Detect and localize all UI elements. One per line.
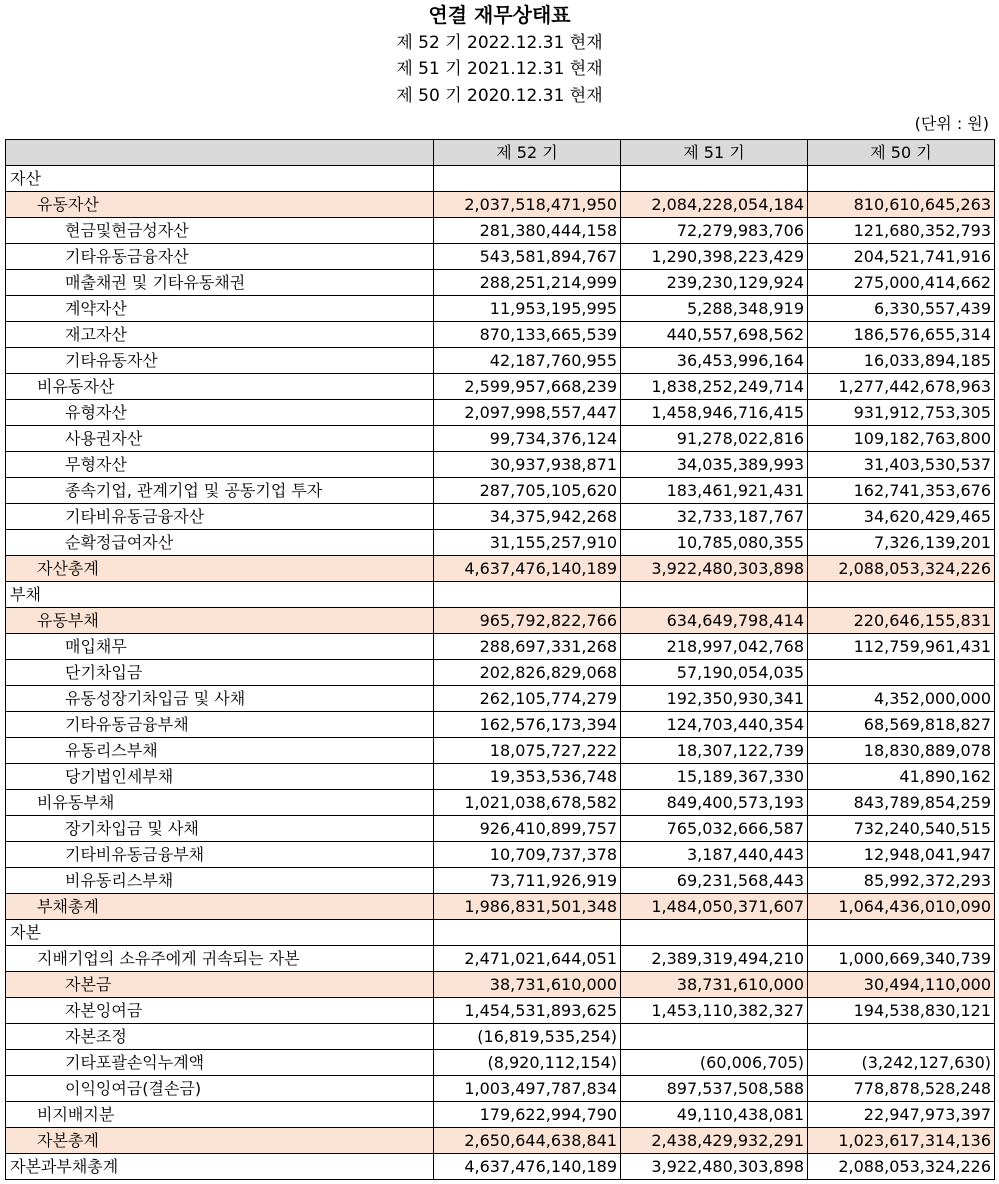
- value-period-51: 124,703,440,354: [621, 712, 808, 738]
- account-label: 자산: [6, 166, 434, 192]
- table-row: [6, 218, 995, 244]
- value-period-51: 38,731,610,000: [621, 972, 808, 998]
- value-period-52: 18,075,727,222: [434, 738, 621, 764]
- value-period-50: 194,538,830,121: [808, 998, 995, 1024]
- account-label: 부채총계: [6, 894, 434, 920]
- value-period-51: 1,838,252,249,714: [621, 374, 808, 400]
- value-period-52: 2,599,957,668,239: [434, 374, 621, 400]
- value-period-52: 31,155,257,910: [434, 530, 621, 556]
- table-row: [6, 1024, 995, 1050]
- table-row: [6, 998, 995, 1024]
- value-period-51: 10,785,080,355: [621, 530, 808, 556]
- value-period-51: [621, 582, 808, 608]
- header-period-50: 제 50 기: [808, 140, 995, 166]
- period-line-52: 제 52 기 2022.12.31 현재: [396, 33, 603, 53]
- value-period-51: 18,307,122,739: [621, 738, 808, 764]
- value-period-51: [621, 166, 808, 192]
- value-period-50: [808, 166, 995, 192]
- table-row: [6, 1076, 995, 1102]
- value-period-51: 897,537,508,588: [621, 1076, 808, 1102]
- account-label: 유동부채: [6, 608, 434, 634]
- account-label: 자본총계: [6, 1128, 434, 1154]
- value-period-51: 3,922,480,303,898: [621, 1154, 808, 1180]
- value-period-52: (16,819,535,254): [434, 1024, 621, 1050]
- value-period-50: 109,182,763,800: [808, 426, 995, 452]
- value-period-50: 30,494,110,000: [808, 972, 995, 998]
- table-row: [6, 452, 995, 478]
- value-period-51: 1,290,398,223,429: [621, 244, 808, 270]
- table-row: [6, 842, 995, 868]
- value-period-51: 3,187,440,443: [621, 842, 808, 868]
- statement-title: 연결 재무상태표: [428, 3, 571, 27]
- value-period-52: 162,576,173,394: [434, 712, 621, 738]
- value-period-52: 870,133,665,539: [434, 322, 621, 348]
- table-row: [6, 426, 995, 452]
- value-period-50: [808, 660, 995, 686]
- unit-note: (단위 : 원): [914, 114, 989, 133]
- table-row: [6, 504, 995, 530]
- value-period-50: 2,088,053,324,226: [808, 1154, 995, 1180]
- value-period-51: 218,997,042,768: [621, 634, 808, 660]
- value-period-52: 926,410,899,757: [434, 816, 621, 842]
- table-row: [6, 920, 995, 946]
- account-label: 단기차입금: [6, 660, 434, 686]
- value-period-52: 1,003,497,787,834: [434, 1076, 621, 1102]
- value-period-50: 843,789,854,259: [808, 790, 995, 816]
- value-period-50: [808, 920, 995, 946]
- account-label: 기타비유동금융자산: [6, 504, 434, 530]
- table-row: [6, 946, 995, 972]
- value-period-52: 42,187,760,955: [434, 348, 621, 374]
- value-period-52: 2,471,021,644,051: [434, 946, 621, 972]
- account-label: 종속기업, 관계기업 및 공동기업 투자: [6, 478, 434, 504]
- value-period-52: 202,826,829,068: [434, 660, 621, 686]
- value-period-51: 34,035,389,993: [621, 452, 808, 478]
- value-period-51: 5,288,348,919: [621, 296, 808, 322]
- value-period-51: 69,231,568,443: [621, 868, 808, 894]
- table-row: [6, 712, 995, 738]
- value-period-51: 2,438,429,932,291: [621, 1128, 808, 1154]
- table-row: [6, 868, 995, 894]
- table-row: [6, 764, 995, 790]
- table-row: [6, 270, 995, 296]
- value-period-51: 849,400,573,193: [621, 790, 808, 816]
- table-row: [6, 686, 995, 712]
- account-label: 비유동자산: [6, 374, 434, 400]
- value-period-51: 57,190,054,035: [621, 660, 808, 686]
- table-row: [6, 348, 995, 374]
- account-label: 장기차입금 및 사채: [6, 816, 434, 842]
- value-period-50: 1,064,436,010,090: [808, 894, 995, 920]
- value-period-51: 440,557,698,562: [621, 322, 808, 348]
- value-period-50: 121,680,352,793: [808, 218, 995, 244]
- period-line-51: 제 51 기 2021.12.31 현재: [396, 59, 603, 79]
- account-label: 비유동리스부채: [6, 868, 434, 894]
- table-row: [6, 296, 995, 322]
- value-period-52: 11,953,195,995: [434, 296, 621, 322]
- value-period-51: 91,278,022,816: [621, 426, 808, 452]
- account-label: 자본잉여금: [6, 998, 434, 1024]
- table-row: [6, 816, 995, 842]
- value-period-52: [434, 166, 621, 192]
- value-period-50: 810,610,645,263: [808, 192, 995, 218]
- account-label: 현금및현금성자산: [6, 218, 434, 244]
- table-row: [6, 634, 995, 660]
- table-row: [6, 530, 995, 556]
- account-label: 비유동부채: [6, 790, 434, 816]
- value-period-52: 2,097,998,557,447: [434, 400, 621, 426]
- value-period-50: 31,403,530,537: [808, 452, 995, 478]
- value-period-51: 49,110,438,081: [621, 1102, 808, 1128]
- account-label: 비지배지분: [6, 1102, 434, 1128]
- account-label: 기타유동자산: [6, 348, 434, 374]
- value-period-52: 2,650,644,638,841: [434, 1128, 621, 1154]
- value-period-50: 41,890,162: [808, 764, 995, 790]
- table-row: [6, 374, 995, 400]
- value-period-52: 965,792,822,766: [434, 608, 621, 634]
- account-label: 기타비유동금융부채: [6, 842, 434, 868]
- value-period-52: 1,454,531,893,625: [434, 998, 621, 1024]
- account-label: 유동자산: [6, 192, 434, 218]
- value-period-50: 12,948,041,947: [808, 842, 995, 868]
- header-period-52: 제 52 기: [434, 140, 621, 166]
- value-period-52: 30,937,938,871: [434, 452, 621, 478]
- value-period-52: 288,251,214,999: [434, 270, 621, 296]
- report-header: [0, 0, 999, 138]
- value-period-52: 281,380,444,158: [434, 218, 621, 244]
- value-period-50: 18,830,889,078: [808, 738, 995, 764]
- table-row: [6, 1050, 995, 1076]
- table-row: [6, 400, 995, 426]
- value-period-51: 192,350,930,341: [621, 686, 808, 712]
- value-period-50: 16,033,894,185: [808, 348, 995, 374]
- period-line-50: 제 50 기 2020.12.31 현재: [396, 86, 603, 106]
- account-label: 부채: [6, 582, 434, 608]
- account-label: 자본조정: [6, 1024, 434, 1050]
- table-row: [6, 192, 995, 218]
- table-row: [6, 166, 995, 192]
- value-period-50: 7,326,139,201: [808, 530, 995, 556]
- account-label: 기타유동금융부채: [6, 712, 434, 738]
- value-period-52: 38,731,610,000: [434, 972, 621, 998]
- account-label: 사용권자산: [6, 426, 434, 452]
- value-period-52: 262,105,774,279: [434, 686, 621, 712]
- table-row: [6, 972, 995, 998]
- value-period-52: 179,622,994,790: [434, 1102, 621, 1128]
- value-period-50: 204,521,741,916: [808, 244, 995, 270]
- table-row: [6, 894, 995, 920]
- value-period-50: 1,000,669,340,739: [808, 946, 995, 972]
- value-period-50: 732,240,540,515: [808, 816, 995, 842]
- account-label: 자본과부채총계: [6, 1154, 434, 1180]
- table-header-row: [6, 140, 995, 166]
- value-period-51: [621, 1024, 808, 1050]
- account-label: 순확정급여자산: [6, 530, 434, 556]
- value-period-50: 4,352,000,000: [808, 686, 995, 712]
- value-period-51: 634,649,798,414: [621, 608, 808, 634]
- value-period-50: 22,947,973,397: [808, 1102, 995, 1128]
- value-period-50: 186,576,655,314: [808, 322, 995, 348]
- value-period-50: 275,000,414,662: [808, 270, 995, 296]
- value-period-51: 72,279,983,706: [621, 218, 808, 244]
- value-period-51: 1,458,946,716,415: [621, 400, 808, 426]
- table-row: [6, 1128, 995, 1154]
- value-period-52: 287,705,105,620: [434, 478, 621, 504]
- table-row: [6, 1102, 995, 1128]
- value-period-50: 68,569,818,827: [808, 712, 995, 738]
- account-label: 유형자산: [6, 400, 434, 426]
- value-period-51: 1,453,110,382,327: [621, 998, 808, 1024]
- value-period-51: 765,032,666,587: [621, 816, 808, 842]
- value-period-52: 2,037,518,471,950: [434, 192, 621, 218]
- table-row: [6, 322, 995, 348]
- table-row: [6, 1154, 995, 1180]
- account-label: 무형자산: [6, 452, 434, 478]
- value-period-50: 1,277,442,678,963: [808, 374, 995, 400]
- value-period-51: 32,733,187,767: [621, 504, 808, 530]
- balance-sheet-table: [5, 139, 995, 1180]
- value-period-52: 4,637,476,140,189: [434, 556, 621, 582]
- value-period-50: 85,992,372,293: [808, 868, 995, 894]
- value-period-52: 1,986,831,501,348: [434, 894, 621, 920]
- table-row: [6, 660, 995, 686]
- table-row: [6, 608, 995, 634]
- value-period-50: 1,023,617,314,136: [808, 1128, 995, 1154]
- value-period-50: 2,088,053,324,226: [808, 556, 995, 582]
- account-label: 지배기업의 소유주에게 귀속되는 자본: [6, 946, 434, 972]
- account-label: 당기법인세부채: [6, 764, 434, 790]
- value-period-50: [808, 1024, 995, 1050]
- value-period-52: 4,637,476,140,189: [434, 1154, 621, 1180]
- value-period-50: 112,759,961,431: [808, 634, 995, 660]
- value-period-52: 73,711,926,919: [434, 868, 621, 894]
- value-period-50: 162,741,353,676: [808, 478, 995, 504]
- account-label: 계약자산: [6, 296, 434, 322]
- value-period-51: 239,230,129,924: [621, 270, 808, 296]
- table-row: [6, 582, 995, 608]
- value-period-51: 183,461,921,431: [621, 478, 808, 504]
- value-period-50: 778,878,528,248: [808, 1076, 995, 1102]
- value-period-50: 931,912,753,305: [808, 400, 995, 426]
- account-label: 기타포괄손익누계액: [6, 1050, 434, 1076]
- value-period-51: 3,922,480,303,898: [621, 556, 808, 582]
- value-period-52: 34,375,942,268: [434, 504, 621, 530]
- account-label: 유동성장기차입금 및 사채: [6, 686, 434, 712]
- value-period-52: 288,697,331,268: [434, 634, 621, 660]
- value-period-51: 2,084,228,054,184: [621, 192, 808, 218]
- value-period-52: 19,353,536,748: [434, 764, 621, 790]
- value-period-51: 2,389,319,494,210: [621, 946, 808, 972]
- table-row: [6, 244, 995, 270]
- value-period-51: 36,453,996,164: [621, 348, 808, 374]
- account-label: 자본금: [6, 972, 434, 998]
- value-period-52: 99,734,376,124: [434, 426, 621, 452]
- value-period-50: 6,330,557,439: [808, 296, 995, 322]
- table-row: [6, 738, 995, 764]
- value-period-52: [434, 582, 621, 608]
- account-label: 유동리스부채: [6, 738, 434, 764]
- account-label: 자본: [6, 920, 434, 946]
- value-period-50: [808, 582, 995, 608]
- table-row: [6, 790, 995, 816]
- value-period-50: 220,646,155,831: [808, 608, 995, 634]
- value-period-51: (60,006,705): [621, 1050, 808, 1076]
- table-row: [6, 556, 995, 582]
- account-label: 재고자산: [6, 322, 434, 348]
- value-period-52: 10,709,737,378: [434, 842, 621, 868]
- header-account: [6, 140, 434, 166]
- value-period-51: [621, 920, 808, 946]
- value-period-52: [434, 920, 621, 946]
- account-label: 매출채권 및 기타유동채권: [6, 270, 434, 296]
- value-period-52: 1,021,038,678,582: [434, 790, 621, 816]
- account-label: 기타유동금융자산: [6, 244, 434, 270]
- value-period-51: 15,189,367,330: [621, 764, 808, 790]
- value-period-50: (3,242,127,630): [808, 1050, 995, 1076]
- header-period-51: 제 51 기: [621, 140, 808, 166]
- account-label: 매입채무: [6, 634, 434, 660]
- table-row: [6, 478, 995, 504]
- value-period-50: 34,620,429,465: [808, 504, 995, 530]
- account-label: 이익잉여금(결손금): [6, 1076, 434, 1102]
- value-period-51: 1,484,050,371,607: [621, 894, 808, 920]
- account-label: 자산총계: [6, 556, 434, 582]
- value-period-52: (8,920,112,154): [434, 1050, 621, 1076]
- table-body: [6, 166, 995, 1180]
- value-period-52: 543,581,894,767: [434, 244, 621, 270]
